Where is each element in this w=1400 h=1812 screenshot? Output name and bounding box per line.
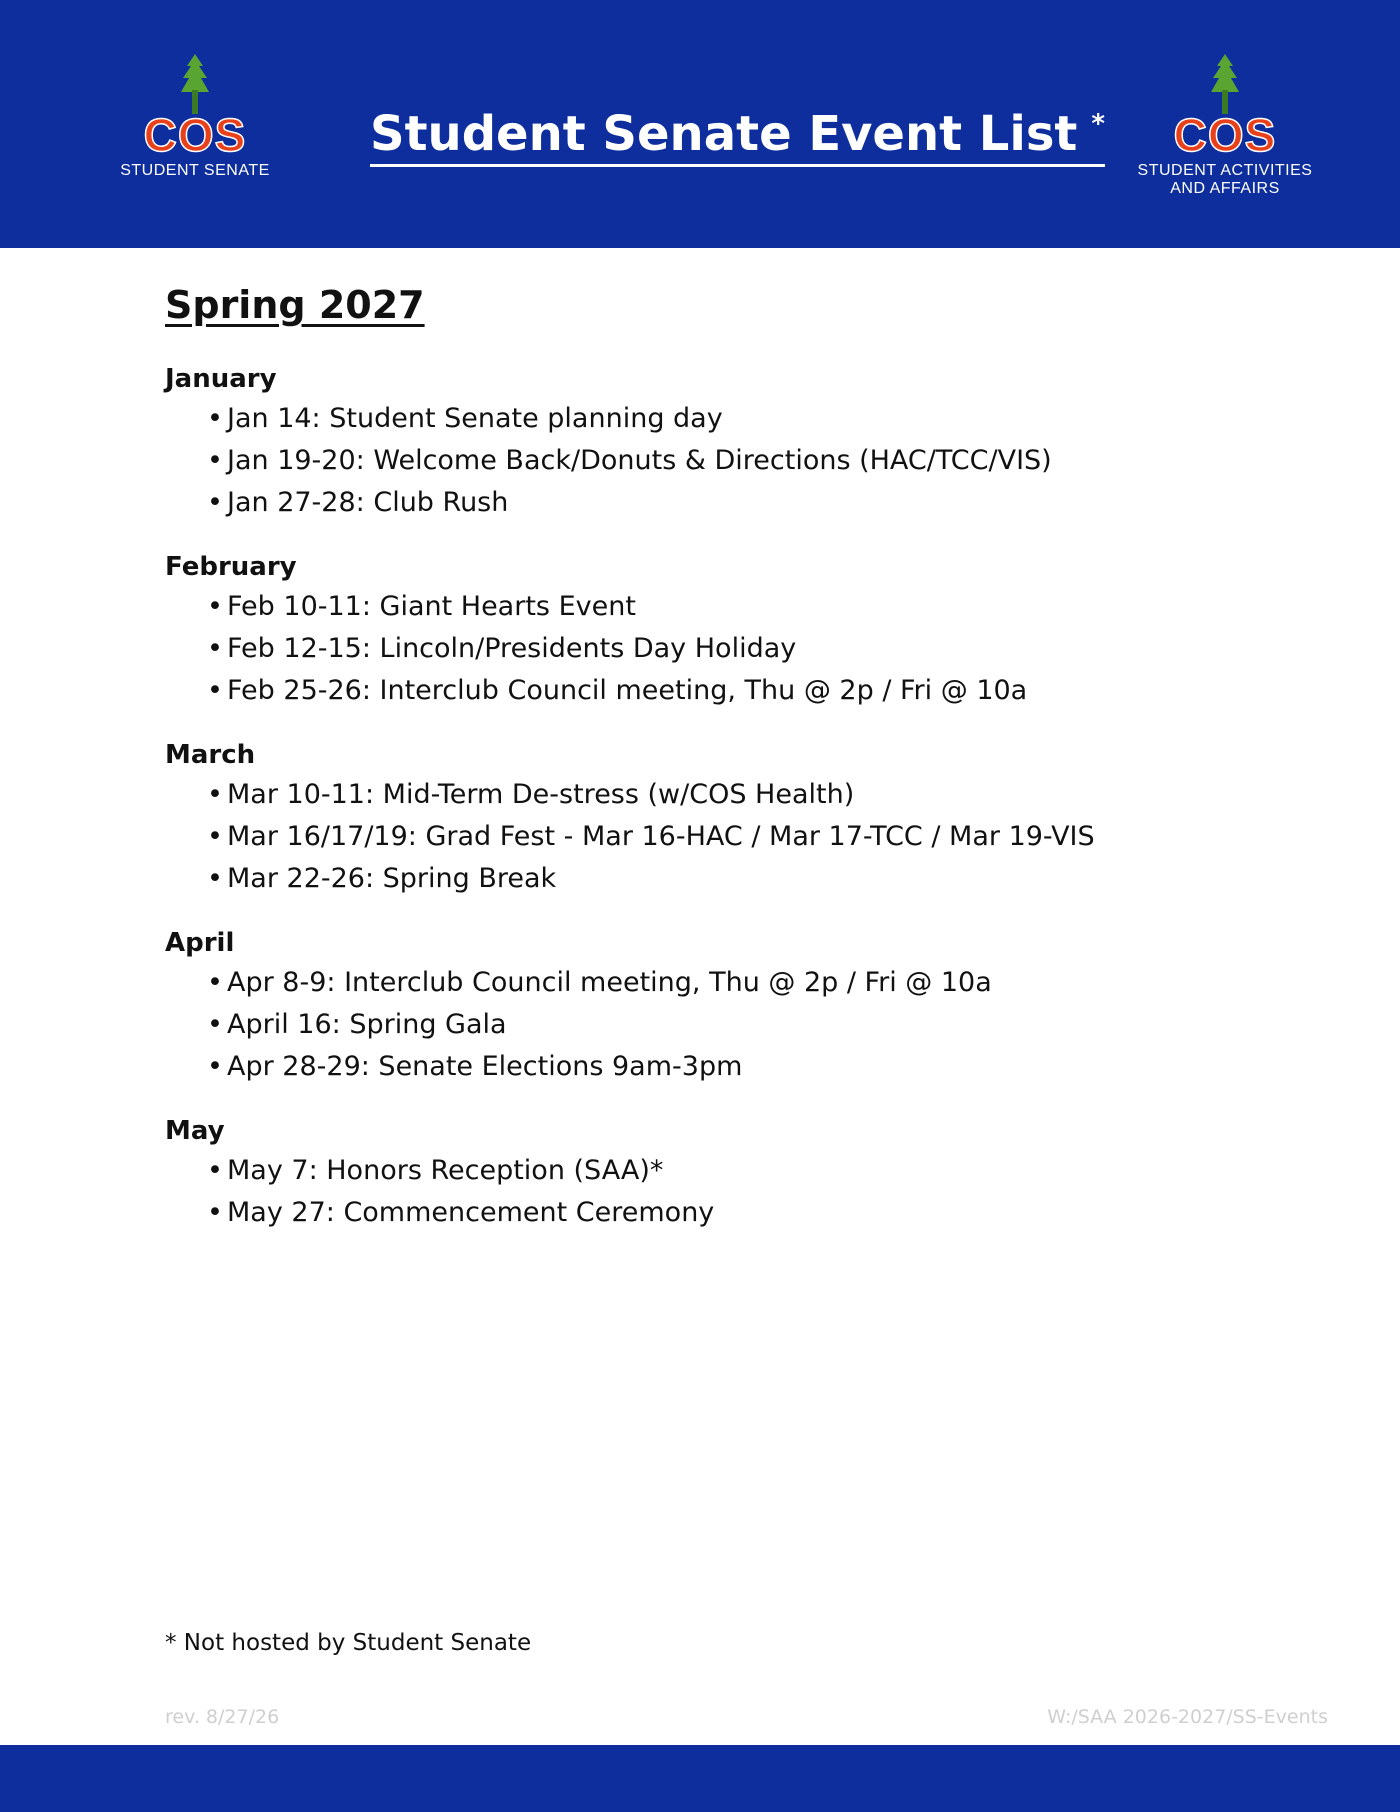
bullet-icon: • <box>207 487 223 518</box>
event-text: Feb 25-26: Interclub Council meeting, Thu @ 2p / Fri @ 10a <box>227 675 1028 706</box>
bullet-icon: • <box>207 1009 223 1040</box>
bullet-icon: • <box>207 779 223 810</box>
footnote: * Not hosted by Student Senate <box>165 1630 532 1656</box>
event-text: Mar 16/17/19: Grad Fest - Mar 16-HAC / Mar 17-TCC / Mar 19-VIS <box>227 821 1095 852</box>
event-text: Jan 27-28: Club Rush <box>227 487 509 518</box>
event-text: May 7: Honors Reception (SAA)* <box>227 1155 664 1186</box>
bullet-icon: • <box>207 633 223 664</box>
month-heading: March <box>165 740 256 770</box>
bullet-icon: • <box>207 863 223 894</box>
event-text: Mar 22-26: Spring Break <box>227 863 557 894</box>
event-items <box>165 962 1265 1088</box>
month-section <box>165 736 1265 900</box>
event-item <box>207 628 1265 670</box>
logo-caption-line2: AND AFFAIRS <box>1170 180 1280 197</box>
month-section <box>165 924 1265 1088</box>
event-item <box>207 670 1265 712</box>
event-item <box>207 1192 1265 1234</box>
student-senate-logo <box>90 52 300 180</box>
event-text: Jan 19-20: Welcome Back/Donuts & Directions (HAC/TCC/VIS) <box>227 445 1052 476</box>
event-item <box>207 1004 1265 1046</box>
event-item <box>207 398 1265 440</box>
bullet-icon: • <box>207 675 223 706</box>
bullet-icon: • <box>207 591 223 622</box>
bullet-icon: • <box>207 1197 223 1228</box>
bullet-icon: • <box>207 821 223 852</box>
event-item <box>207 774 1265 816</box>
header-banner <box>0 0 1400 248</box>
event-text: Jan 14: Student Senate planning day <box>227 403 723 434</box>
event-item <box>207 482 1265 524</box>
event-item <box>207 1046 1265 1088</box>
event-item <box>207 962 1265 1004</box>
event-text: Apr 8-9: Interclub Council meeting, Thu @ 2p / Fri @ 10a <box>227 967 992 998</box>
event-text: Apr 28-29: Senate Elections 9am-3pm <box>227 1051 743 1082</box>
month-section <box>165 360 1265 524</box>
event-item <box>207 440 1265 482</box>
tree-icon <box>175 52 215 116</box>
event-items <box>165 1150 1265 1234</box>
event-text: Mar 10-11: Mid-Term De-stress (w/COS Health) <box>227 779 855 810</box>
month-heading: February <box>165 552 297 582</box>
tree-icon <box>1205 52 1245 116</box>
title-text: Student Senate Event List <box>370 106 1078 162</box>
revision-date: rev. 8/27/26 <box>165 1706 280 1728</box>
event-item <box>207 816 1265 858</box>
month-heading: April <box>165 928 235 958</box>
event-text: Feb 10-11: Giant Hearts Event <box>227 591 636 622</box>
event-list <box>165 360 1265 1258</box>
file-path: W:/SAA 2026-2027/SS-Events <box>1047 1706 1328 1728</box>
month-section <box>165 548 1265 712</box>
logo-wordmark: COS <box>143 109 247 161</box>
bullet-icon: • <box>207 1051 223 1082</box>
bullet-icon: • <box>207 445 223 476</box>
event-item <box>207 1150 1265 1192</box>
bullet-icon: • <box>207 403 223 434</box>
logo-wordmark: COS <box>1173 109 1277 161</box>
page-title <box>370 96 1105 167</box>
month-heading: January <box>165 364 277 394</box>
event-items <box>165 398 1265 524</box>
title-asterisk: * <box>1091 109 1105 139</box>
bullet-icon: • <box>207 1155 223 1186</box>
month-heading: May <box>165 1116 225 1146</box>
event-text: May 27: Commencement Ceremony <box>227 1197 715 1228</box>
event-item <box>207 858 1265 900</box>
student-activities-logo <box>1120 52 1330 198</box>
term-heading: Spring 2027 <box>165 283 425 327</box>
event-items <box>165 586 1265 712</box>
footer-banner <box>0 1745 1400 1812</box>
event-items <box>165 774 1265 900</box>
bullet-icon: • <box>207 967 223 998</box>
logo-caption-line1: STUDENT ACTIVITIES <box>1137 162 1313 179</box>
logo-caption: STUDENT SENATE <box>120 162 270 179</box>
event-item <box>207 586 1265 628</box>
event-text: Feb 12-15: Lincoln/Presidents Day Holiday <box>227 633 797 664</box>
month-section <box>165 1112 1265 1234</box>
event-text: April 16: Spring Gala <box>227 1009 507 1040</box>
